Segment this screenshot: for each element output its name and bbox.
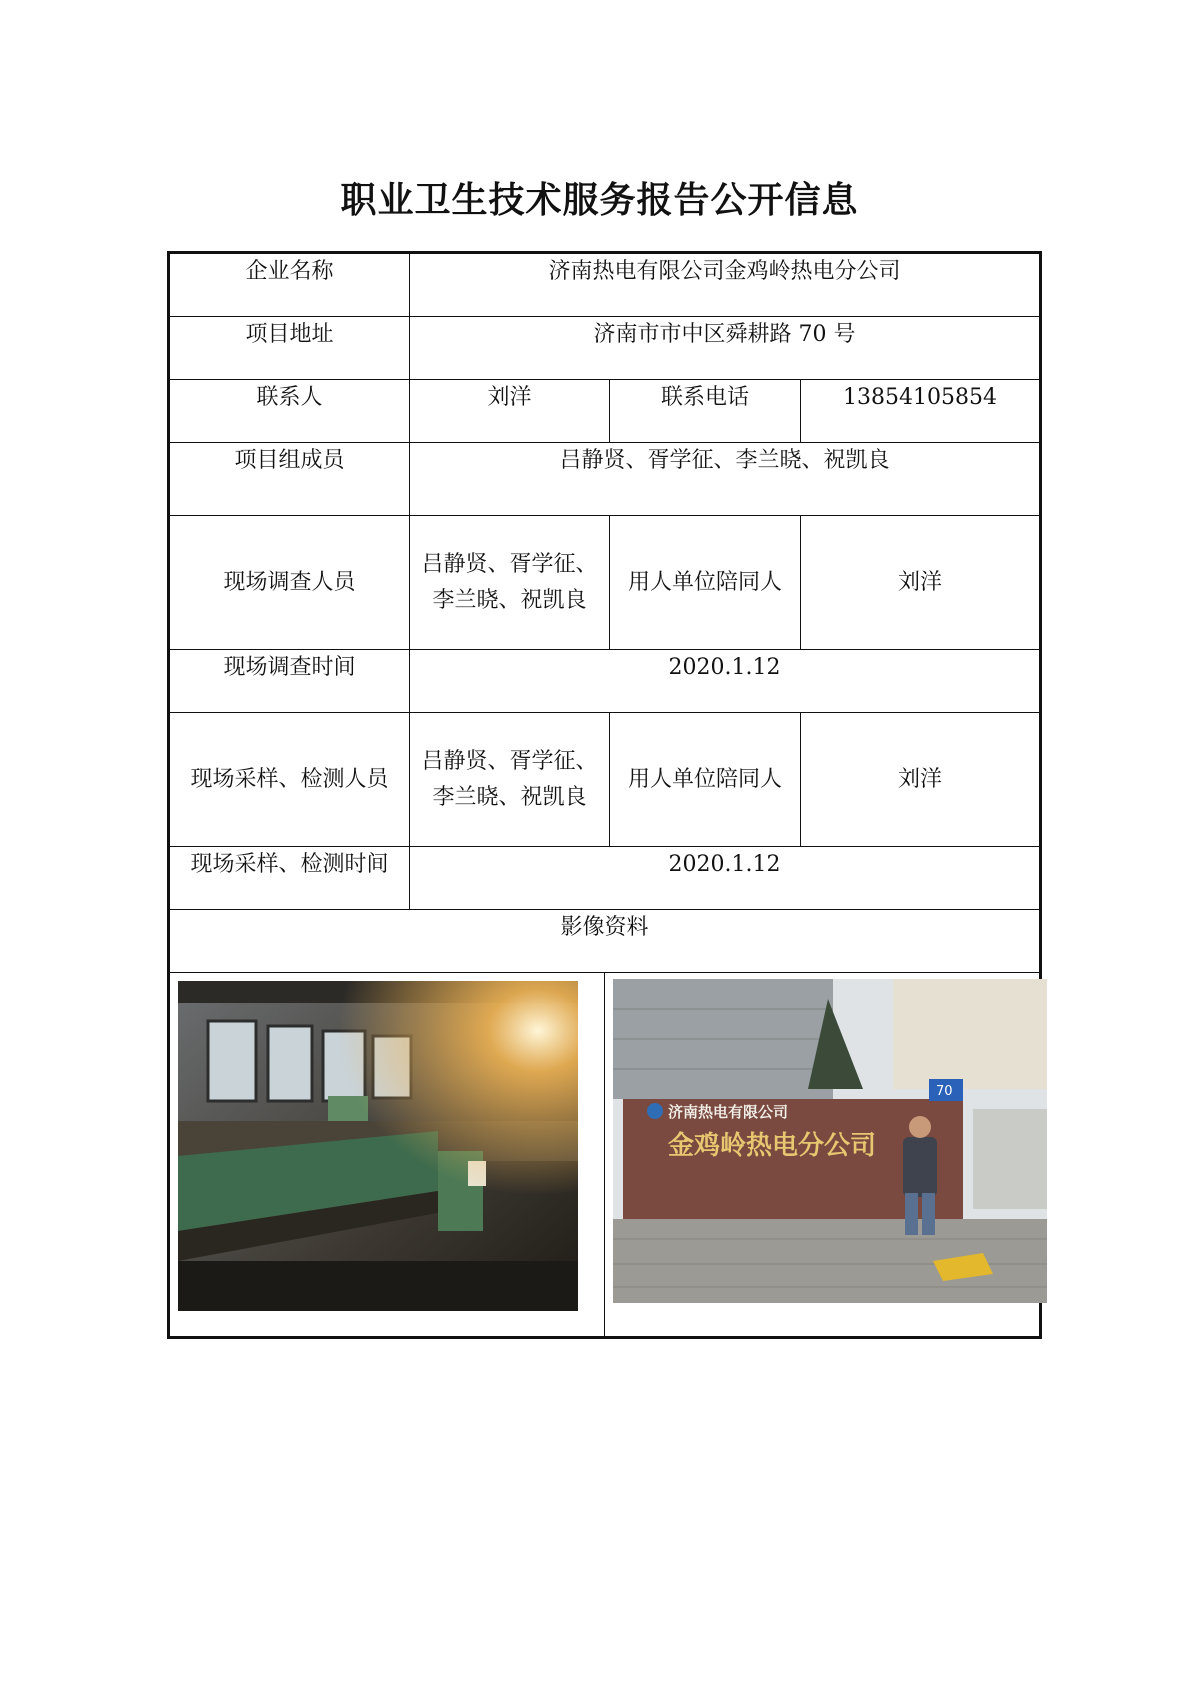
sampling-escort-label: 用人单位陪同人 [610,713,801,847]
photo-cell-left [170,973,604,1336]
row-images-header [169,910,1041,973]
row-address [169,317,1041,380]
members-value: 吕静贤、胥学征、李兰晓、祝凯良 [410,443,1041,516]
row-sampling-time [169,847,1041,910]
contact-value: 刘洋 [410,380,610,443]
survey-escort-label: 用人单位陪同人 [610,516,801,650]
row-survey-staff [169,516,1041,650]
address-label: 项目地址 [169,317,410,380]
house-number-text: 70 [936,1084,953,1099]
site-photo-workshop [178,981,578,1311]
site-photo-entrance [613,979,1047,1303]
photo-grid [170,973,1039,1336]
survey-time-label: 现场调查时间 [169,650,410,713]
row-company [169,253,1041,317]
sampling-staff-label: 现场采样、检测人员 [169,713,410,847]
members-label: 项目组成员 [169,443,410,516]
entrance-photo-image [613,979,1047,1303]
row-contact [169,380,1041,443]
survey-staff-value: 吕静贤、胥学征、李兰晓、祝凯良 [410,516,610,650]
sampling-time-label: 现场采样、检测时间 [169,847,410,910]
company-value: 济南热电有限公司金鸡岭热电分公司 [410,253,1041,317]
company-label: 企业名称 [169,253,410,317]
sign-branch-text: 金鸡岭热电分公司 [668,1131,877,1161]
address-value: 济南市市中区舜耕路 70 号 [410,317,1041,380]
row-members [169,443,1041,516]
images-label: 影像资料 [169,910,1041,973]
row-photos [169,973,1041,1338]
document-title: 职业卫生技术服务报告公开信息 [340,180,859,221]
row-survey-time [169,650,1041,713]
sampling-staff-value: 吕静贤、胥学征、李兰晓、祝凯良 [410,713,610,847]
survey-time-value: 2020.1.12 [410,650,1041,713]
workshop-photo-image [178,981,578,1311]
row-sampling-staff [169,713,1041,847]
survey-staff-label: 现场调查人员 [169,516,410,650]
phone-value: 13854105854 [801,380,1041,443]
sampling-time-value: 2020.1.12 [410,847,1041,910]
survey-escort-value: 刘洋 [801,516,1041,650]
sampling-escort-value: 刘洋 [801,713,1041,847]
contact-label: 联系人 [169,380,410,443]
sign-company-text: 济南热电有限公司 [668,1103,789,1121]
info-table [167,251,1042,1339]
photo-cell-right [604,973,1039,1336]
phone-label: 联系电话 [610,380,801,443]
